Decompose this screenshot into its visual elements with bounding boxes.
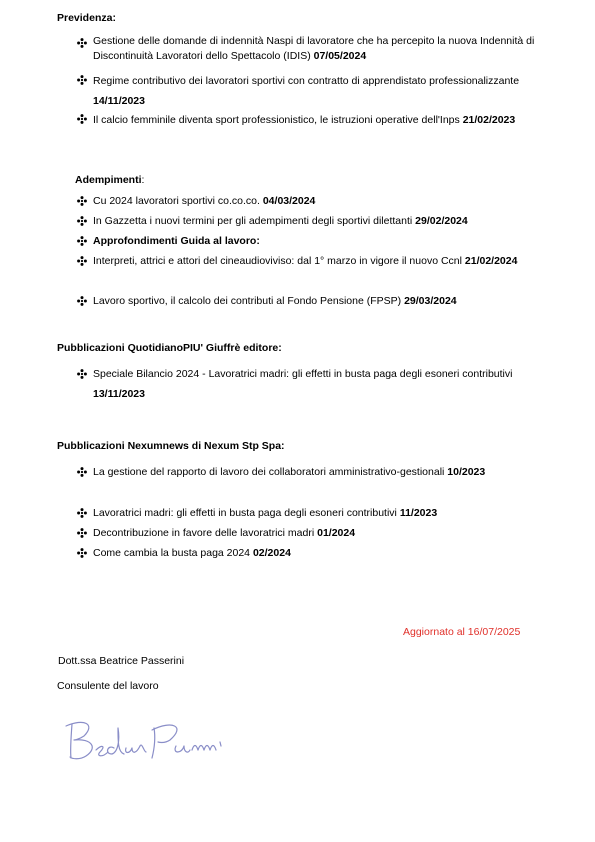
item-text: Gestione delle domande di indennità Naspi di lavoratore che ha percepito la nuova Indennità di Discontinuità Lavoratori dello Spettacolo (IDIS) <box>93 35 535 62</box>
item-date: 21/02/2024 <box>464 255 518 267</box>
section-title-quotidiano: Pubblicazioni QuotidianoPIU' Giuffrè editore: <box>57 342 282 354</box>
item-text: La gestione del rapporto di lavoro dei collaboratori amministrativo-gestionali <box>93 466 445 478</box>
item-date: 10/2023 <box>447 466 486 478</box>
item-date: 07/05/2024 <box>313 50 367 62</box>
signature-icon <box>62 712 242 767</box>
diamond-dots-icon <box>77 216 87 226</box>
diamond-dots-icon <box>77 236 87 246</box>
diamond-dots-icon <box>77 196 87 206</box>
diamond-dots-icon <box>77 548 87 558</box>
item-text: In Gazzetta i nuovi termini per gli adempimenti degli sportivi dilettanti <box>93 215 413 227</box>
item-text: Speciale Bilancio 2024 - Lavoratrici madri: gli effetti in busta paga degli esoneri contributivi <box>93 368 513 380</box>
item-date: 14/11/2023 <box>93 95 145 107</box>
item-date: 21/02/2023 <box>462 114 516 126</box>
item-text: Lavoratrici madri: gli effetti in busta paga degli esoneri contributivi <box>93 507 397 519</box>
diamond-dots-icon <box>77 75 87 85</box>
diamond-dots-icon <box>77 38 87 48</box>
diamond-dots-icon <box>77 508 87 518</box>
item-text: Interpreti, attrici e attori del cineaudioviviso: dal 1° marzo in vigore il nuovo Ccnl <box>93 255 462 267</box>
item-text: Approfondimenti Guida al lavoro: <box>93 235 260 247</box>
section-title-suffix: : <box>141 174 145 186</box>
diamond-dots-icon <box>77 528 87 538</box>
diamond-dots-icon <box>77 369 87 379</box>
item-date: 02/2024 <box>252 547 291 559</box>
diamond-dots-icon <box>77 114 87 124</box>
item-date: 04/03/2024 <box>262 195 316 207</box>
author-name: Dott.ssa Beatrice Passerini <box>58 655 185 667</box>
diamond-dots-icon <box>77 296 87 306</box>
item-date: 29/02/2024 <box>415 215 468 227</box>
section-title-adempimenti <box>75 174 144 186</box>
item-date: 13/11/2023 <box>93 388 145 400</box>
diamond-dots-icon <box>77 256 87 266</box>
section-title-previdenza: Previdenza: <box>57 12 116 24</box>
item-text: Lavoro sportivo, il calcolo dei contributi al Fondo Pensione (FPSP) <box>93 295 402 307</box>
item-text: Il calcio femminile diventa sport professionistico, le istruzioni operative dell'Inps <box>93 114 460 126</box>
item-date: 01/2024 <box>317 527 356 539</box>
item-text: Cu 2024 lavoratori sportivi co.co.co. <box>93 195 260 207</box>
section-title-nexum: Pubblicazioni Nexumnews di Nexum Stp Spa: <box>57 440 285 452</box>
author-role: Consulente del lavoro <box>57 680 159 692</box>
item-date: 11/2023 <box>399 507 438 519</box>
item-text: Regime contributivo dei lavoratori sportivi con contratto di apprendistato professionalizzante <box>93 75 520 87</box>
diamond-dots-icon <box>77 467 87 477</box>
item-text: Come cambia la busta paga 2024 <box>93 547 251 559</box>
updated-date: Aggiornato al 16/07/2025 <box>403 626 521 638</box>
section-title-text: Adempimenti <box>75 174 142 186</box>
item-text: Decontribuzione in favore delle lavoratrici madri <box>93 527 315 539</box>
item-date: 29/03/2024 <box>404 295 457 307</box>
